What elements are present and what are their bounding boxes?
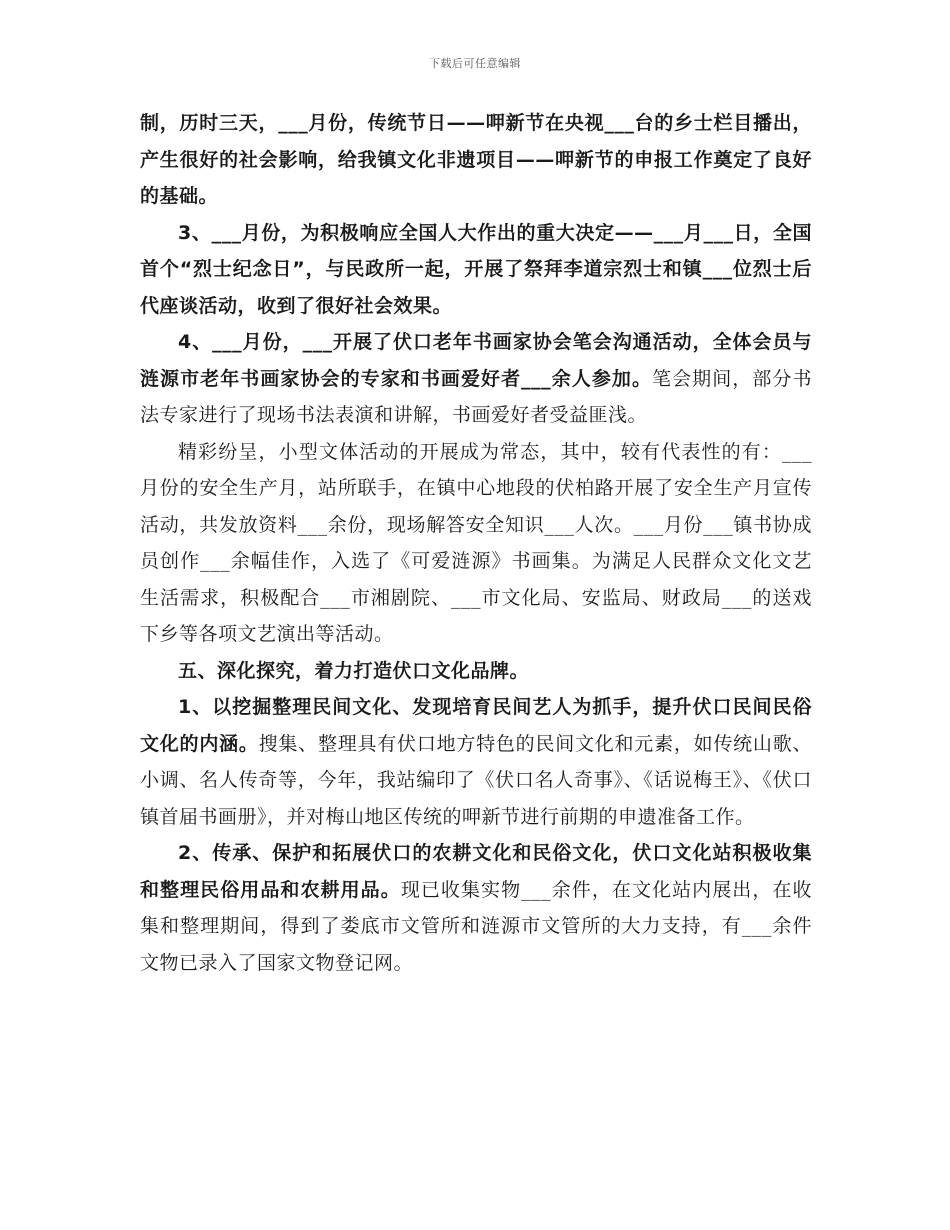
section-heading-5 bbox=[140, 653, 812, 690]
paragraph-2-bold: 3、___月份，为积极响应全国人大作出的重大决定——___月___日，全国首个“烈士纪念日”，与民政所一起，开展了祭拜李道宗烈士和镇___位烈士后代座谈活动，收到了很好社会效果。 bbox=[140, 221, 812, 317]
paragraph-4 bbox=[140, 434, 812, 653]
paragraph-3 bbox=[140, 324, 812, 434]
paragraph-7-text: 现已收集实物___余件，在文化站内展出，在收集和整理期间，得到了娄底市文管所和涟源市文管所的大力支持，有___余件文物已录入了国家文物登记网。 bbox=[140, 878, 812, 974]
paragraph-2 bbox=[140, 215, 812, 325]
paragraph-7 bbox=[140, 835, 812, 981]
paragraph-6 bbox=[140, 689, 812, 835]
paragraph-4-text: 精彩纷呈，小型文体活动的开展成为常态，其中，较有代表性的有：___月份的安全生产月，站所联手，在镇中心地段的伏柏路开展了安全生产月宣传活动，共发放资料___余份，现场解答安全知识___人次。___月份___镇书协成员创作___余幅佳作，入选了《可爱涟源》书画集。为满足人民群众文化文艺生活需求，积极配合___市湘剧院、___市文化局、安监局、财政局___的送戏下乡等各项文艺演出等活动。 bbox=[140, 440, 812, 645]
paragraph-3-text: 笔会期间，部分书法专家进行了现场书法表演和讲解，书画爱好者受益匪浅。 bbox=[140, 367, 812, 426]
paragraph-1-bold: 制，历时三天，___月份，传统节日——呷新节在央视___台的乡士栏目播出，产生很好的社会影响，给我镇文化非遗项目——呷新节的申报工作奠定了良好的基础。 bbox=[140, 112, 812, 207]
paragraph-6-text: 搜集、整理具有伏口地方特色的民间文化和元素，如传统山歌、小调、名人传奇等，今年，我站编印了《伏口名人奇事》、《话说梅王》、《伏口镇首届书画册》，并对梅山地区传统的呷新节进行前期的申遗准备工作。 bbox=[140, 732, 812, 828]
paragraph-3-bold: 4、___月份，___开展了伏口老年书画家协会笔会沟通活动，全体会员与涟源市老年书画家协会的专家和书画爱好者___余人参加。 bbox=[140, 331, 812, 390]
paragraph-6-bold: 1、以挖掘整理民间文化、发现培育民间艺人为抓手，提升伏口民间民俗文化的内涵。 bbox=[140, 696, 812, 755]
paragraph-1 bbox=[140, 105, 812, 215]
paragraph-7-bold: 2、传承、保护和拓展伏口的农耕文化和民俗文化，伏口文化站积极收集和整理民俗用品和农耕用品。 bbox=[140, 842, 812, 901]
document-body bbox=[140, 105, 812, 981]
section-heading-5-bold: 五、深化探究，着力打造伏口文化品牌。 bbox=[178, 659, 530, 682]
page-header: 下载后可任意编辑 bbox=[429, 57, 521, 70]
